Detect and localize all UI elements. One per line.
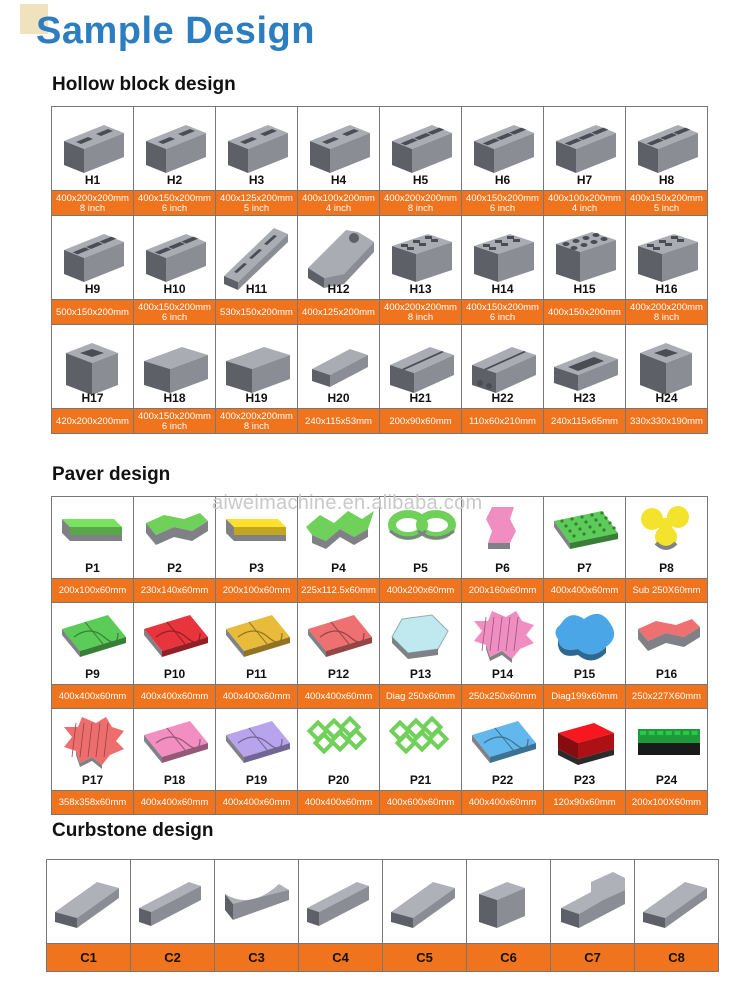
dimension-text: 400x100x200mm (302, 192, 375, 204)
paver-code: P10 (163, 667, 186, 681)
paver-code: P15 (573, 667, 596, 681)
paver-dimension (134, 685, 216, 709)
hollow-block-cell (134, 107, 216, 191)
dimension-text: 200x100x60mm (222, 585, 291, 596)
dimension-text: 400x400x60mm (550, 585, 619, 596)
curbstone-code: C2 (131, 944, 215, 972)
inch-text: 8 inch (653, 311, 680, 323)
hollow-block-cell (134, 325, 216, 409)
hollow-block-cell (626, 216, 708, 300)
hollow-block-code: H9 (84, 282, 101, 296)
hollow-block-code: H5 (412, 173, 429, 187)
paver-dimension (380, 791, 462, 815)
paver-dimension (298, 791, 380, 815)
dimension-text: 400x400x60mm (222, 691, 291, 702)
dimension-text: 230x140x60mm (140, 585, 209, 596)
dimension-text: 400x400x60mm (140, 691, 209, 702)
hollow-block-cell (380, 325, 462, 409)
paver-dimension (216, 685, 298, 709)
paver-dimension (216, 579, 298, 603)
paver-cell (462, 709, 544, 791)
curbstone-cell (551, 860, 635, 944)
paver-image (544, 497, 626, 563)
hollow-block-code: H23 (573, 391, 596, 405)
paver-code: P7 (577, 561, 592, 575)
paver-cell (626, 709, 708, 791)
inch-text: 8 inch (407, 311, 434, 323)
dimension-text: Diag 250x60mm (385, 691, 456, 702)
paver-cell (52, 497, 134, 579)
hollow-block-cell (52, 107, 134, 191)
paver-image (298, 603, 380, 669)
paver-dimension (462, 791, 544, 815)
hollow-block-cell (544, 325, 626, 409)
curbstone-code: C1 (47, 944, 131, 972)
dimension-text: 400x150x200mm (630, 192, 703, 204)
inch-text: 8 inch (79, 202, 106, 214)
dimension-text: 400x150x200mm (138, 192, 211, 204)
paver-cell (52, 709, 134, 791)
paver-code: P16 (655, 667, 678, 681)
paver-code: P13 (409, 667, 432, 681)
hollow-block-dimension (216, 300, 298, 325)
paver-dimension (544, 579, 626, 603)
paver-image (544, 603, 626, 669)
hollow-block-cell (462, 216, 544, 300)
curbstone-cell (635, 860, 719, 944)
dimension-text: 400x150x200mm (466, 192, 539, 204)
dimension-text: 200x100x60mm (58, 585, 127, 596)
paver-dimension (134, 579, 216, 603)
hollow-block-grid (51, 106, 708, 434)
paver-image (380, 709, 462, 775)
dimension-text: 240x115x53mm (305, 415, 372, 427)
inch-text: 5 inch (243, 202, 270, 214)
hollow-block-code: H12 (327, 282, 350, 296)
paver-dimension (52, 579, 134, 603)
curbstone-image (299, 860, 383, 942)
paver-cell (544, 709, 626, 791)
hollow-block-dimension (462, 300, 544, 325)
curbstone-image (47, 860, 131, 942)
hollow-block-cell (544, 107, 626, 191)
hollow-block-cell (544, 216, 626, 300)
hollow-block-code: H18 (163, 391, 186, 405)
paver-code: P5 (413, 561, 428, 575)
page-title: Sample Design (36, 10, 315, 52)
paver-image (52, 497, 134, 563)
dimension-text: 400x150x200mm (138, 301, 211, 313)
paver-image (462, 709, 544, 775)
paver-dimension (380, 579, 462, 603)
curbstone-image (131, 860, 215, 942)
dimension-text: 400x400x60mm (140, 797, 209, 808)
dimension-text: 200x90x60mm (389, 415, 452, 427)
paver-image (52, 603, 134, 669)
paver-cell (216, 603, 298, 685)
paver-dimension (298, 685, 380, 709)
inch-text: 6 inch (161, 420, 188, 432)
inch-text: 6 inch (161, 311, 188, 323)
dimension-text: 500x150x200mm (56, 306, 129, 318)
hollow-block-dimension (380, 191, 462, 216)
hollow-block-dimension (298, 191, 380, 216)
dimension-text: 400x150x200mm (548, 306, 621, 318)
dimension-text: 400x100x200mm (548, 192, 621, 204)
inch-text: 6 inch (489, 311, 516, 323)
paver-dimension (626, 791, 708, 815)
hollow-block-code: H24 (655, 391, 678, 405)
hollow-block-code: H6 (494, 173, 511, 187)
curbstone-cell (47, 860, 131, 944)
paver-dimension (462, 685, 544, 709)
paver-code: P2 (167, 561, 182, 575)
hollow-block-dimension (298, 300, 380, 325)
paver-code: P17 (81, 773, 104, 787)
paver-code: P12 (327, 667, 350, 681)
paver-code: P11 (246, 667, 267, 681)
paver-dimension (626, 685, 708, 709)
hollow-block-cell (380, 216, 462, 300)
paver-grid (51, 496, 708, 815)
hollow-block-cell (52, 216, 134, 300)
hollow-block-cell (298, 325, 380, 409)
curbstone-cell (383, 860, 467, 944)
hollow-block-cell (462, 325, 544, 409)
hollow-block-dimension (626, 409, 708, 434)
paver-code: P14 (491, 667, 514, 681)
paver-image (134, 497, 216, 563)
hollow-block-code: H7 (576, 173, 593, 187)
dimension-text: 400x200x200mm (220, 410, 293, 422)
hollow-block-cell (380, 107, 462, 191)
hollow-block-dimension (216, 191, 298, 216)
paver-image (298, 709, 380, 775)
hollow-block-cell (52, 325, 134, 409)
hollow-block-cell (216, 325, 298, 409)
dimension-text: 400x150x200mm (138, 410, 211, 422)
hollow-block-code: H1 (84, 173, 101, 187)
inch-text: 4 inch (325, 202, 352, 214)
inch-text: 8 inch (407, 202, 434, 214)
hollow-block-dimension (380, 300, 462, 325)
paver-code: P8 (659, 561, 674, 575)
hollow-block-dimension (462, 409, 544, 434)
hollow-block-dimension (626, 300, 708, 325)
dimension-text: 225x112.5x60mm (301, 585, 376, 596)
dimension-text: Diag199x60mm (551, 691, 618, 702)
curbstone-image (635, 860, 719, 942)
inch-text: 4 inch (571, 202, 598, 214)
hollow-block-code: H3 (248, 173, 265, 187)
hollow-block-dimension (52, 300, 134, 325)
dimension-text: 120x90x60mm (553, 797, 616, 808)
dimension-text: 400x400x60mm (304, 691, 373, 702)
paver-code: P9 (85, 667, 100, 681)
paver-image (626, 603, 708, 669)
dimension-text: 400x125x200mm (302, 306, 375, 318)
paver-dimension (380, 685, 462, 709)
hollow-block-dimension (52, 191, 134, 216)
paver-image (216, 709, 298, 775)
paver-code: P22 (491, 773, 514, 787)
dimension-text: 250x227X60mm (631, 691, 702, 702)
dimension-text: 400x400x60mm (58, 691, 127, 702)
dimension-text: 400x400x60mm (222, 797, 291, 808)
paver-dimension (544, 685, 626, 709)
curbstone-code: C8 (635, 944, 719, 972)
dimension-text: 400x125x200mm (220, 192, 293, 204)
hollow-block-code: H4 (330, 173, 347, 187)
hollow-block-dimension (52, 409, 134, 434)
curbstone-cell (131, 860, 215, 944)
paver-image (216, 603, 298, 669)
dimension-text: 240x115x65mm (551, 415, 618, 427)
paver-cell (462, 603, 544, 685)
paver-cell (134, 497, 216, 579)
hollow-block-cell (298, 216, 380, 300)
paver-cell (626, 603, 708, 685)
hollow-block-dimension (298, 409, 380, 434)
curbstone-image (551, 860, 635, 942)
dimension-text: 400x150x200mm (466, 301, 539, 313)
paver-code: P18 (163, 773, 186, 787)
hollow-block-code: H21 (409, 391, 432, 405)
hollow-block-cell (298, 107, 380, 191)
curbstone-cell (467, 860, 551, 944)
curbstone-image (215, 860, 299, 942)
hollow-block-dimension (626, 191, 708, 216)
dimension-text: 420x200x200mm (56, 415, 129, 427)
hollow-block-dimension (134, 191, 216, 216)
paver-dimension (134, 791, 216, 815)
paver-cell (52, 603, 134, 685)
hollow-block-dimension (462, 191, 544, 216)
page-header (0, 0, 750, 60)
paver-cell (380, 709, 462, 791)
inch-text: 5 inch (653, 202, 680, 214)
dimension-text: 400x200x200mm (630, 301, 703, 313)
watermark: aiweimachine.en.alibaba.com (212, 492, 483, 514)
paver-cell (380, 603, 462, 685)
paver-cell (216, 709, 298, 791)
hollow-block-code: H15 (573, 282, 596, 296)
hollow-block-dimension (544, 409, 626, 434)
dimension-text: 400x200x200mm (384, 301, 457, 313)
dimension-text: 110x60x210mm (469, 415, 536, 427)
paver-cell (134, 709, 216, 791)
paver-cell (626, 497, 708, 579)
curbstone-cell (299, 860, 383, 944)
curbstone-code: C6 (467, 944, 551, 972)
dimension-text: 400x400x60mm (304, 797, 373, 808)
hollow-block-code: H20 (327, 391, 350, 405)
paver-cell (298, 603, 380, 685)
paver-dimension (52, 791, 134, 815)
paver-cell (544, 603, 626, 685)
dimension-text: 330x330x190mm (630, 415, 703, 427)
curbstone-grid (46, 859, 719, 972)
hollow-block-cell (216, 216, 298, 300)
dimension-text: Sub 250X60mm (632, 585, 701, 596)
paver-image (626, 709, 708, 775)
hollow-block-dimension (544, 300, 626, 325)
dimension-text: 400x600x60mm (386, 797, 455, 808)
paver-dimension (626, 579, 708, 603)
paver-image (626, 497, 708, 563)
paver-code: P6 (495, 561, 510, 575)
paver-image (52, 709, 134, 775)
paver-image (380, 603, 462, 669)
hollow-block-cell (216, 107, 298, 191)
paver-cell (298, 709, 380, 791)
hollow-block-code: H17 (81, 391, 104, 405)
hollow-block-dimension (544, 191, 626, 216)
paver-cell (544, 497, 626, 579)
paver-image (134, 709, 216, 775)
paver-dimension (52, 685, 134, 709)
curbstone-image (467, 860, 551, 942)
dimension-text: 358x358x60mm (58, 797, 127, 808)
dimension-text: 250x250x60mm (468, 691, 537, 702)
curbstone-code: C4 (299, 944, 383, 972)
dimension-text: 200x100X60mm (631, 797, 702, 808)
curbstone-code: C7 (551, 944, 635, 972)
curbstone-cell (215, 860, 299, 944)
hollow-block-code: H10 (163, 282, 186, 296)
hollow-block-code: H11 (245, 282, 268, 296)
paver-code: P1 (85, 561, 100, 575)
hollow-block-code: H19 (245, 391, 268, 405)
hollow-block-dimension (134, 300, 216, 325)
paver-code: P21 (409, 773, 432, 787)
hollow-block-dimension (380, 409, 462, 434)
paver-code: P23 (573, 773, 596, 787)
curbstone-image (383, 860, 467, 942)
hollow-block-code: H2 (166, 173, 183, 187)
hollow-block-cell (462, 107, 544, 191)
dimension-text: 400x200x200mm (384, 192, 457, 204)
paver-section-title: Paver design (52, 464, 171, 485)
hollow-section-title: Hollow block design (52, 74, 236, 95)
paver-code: P3 (249, 561, 264, 575)
paver-dimension (544, 791, 626, 815)
paver-dimension (298, 579, 380, 603)
paver-image (134, 603, 216, 669)
hollow-block-dimension (134, 409, 216, 434)
dimension-text: 530x150x200mm (220, 306, 293, 318)
paver-dimension (216, 791, 298, 815)
hollow-block-code: H16 (655, 282, 678, 296)
hollow-block-cell (134, 216, 216, 300)
paver-dimension (462, 579, 544, 603)
hollow-block-dimension (216, 409, 298, 434)
curbstone-code: C3 (215, 944, 299, 972)
paver-code: P24 (655, 773, 678, 787)
inch-text: 6 inch (161, 202, 188, 214)
inch-text: 8 inch (243, 420, 270, 432)
dimension-text: 400x200x200mm (56, 192, 129, 204)
paver-code: P20 (327, 773, 350, 787)
hollow-block-code: H22 (491, 391, 514, 405)
hollow-block-cell (626, 107, 708, 191)
dimension-text: 400x200x60mm (386, 585, 455, 596)
dimension-text: 400x400x60mm (468, 797, 537, 808)
dimension-text: 200x160x60mm (468, 585, 537, 596)
hollow-block-code: H13 (409, 282, 432, 296)
paver-image (544, 709, 626, 775)
curbstone-code: C5 (383, 944, 467, 972)
paver-cell (134, 603, 216, 685)
hollow-block-cell (626, 325, 708, 409)
hollow-block-code: H14 (491, 282, 514, 296)
inch-text: 6 inch (489, 202, 516, 214)
paver-code: P19 (245, 773, 268, 787)
curb-section-title: Curbstone design (52, 820, 214, 841)
paver-code: P4 (331, 561, 346, 575)
paver-image (462, 603, 544, 669)
hollow-block-code: H8 (658, 173, 675, 187)
